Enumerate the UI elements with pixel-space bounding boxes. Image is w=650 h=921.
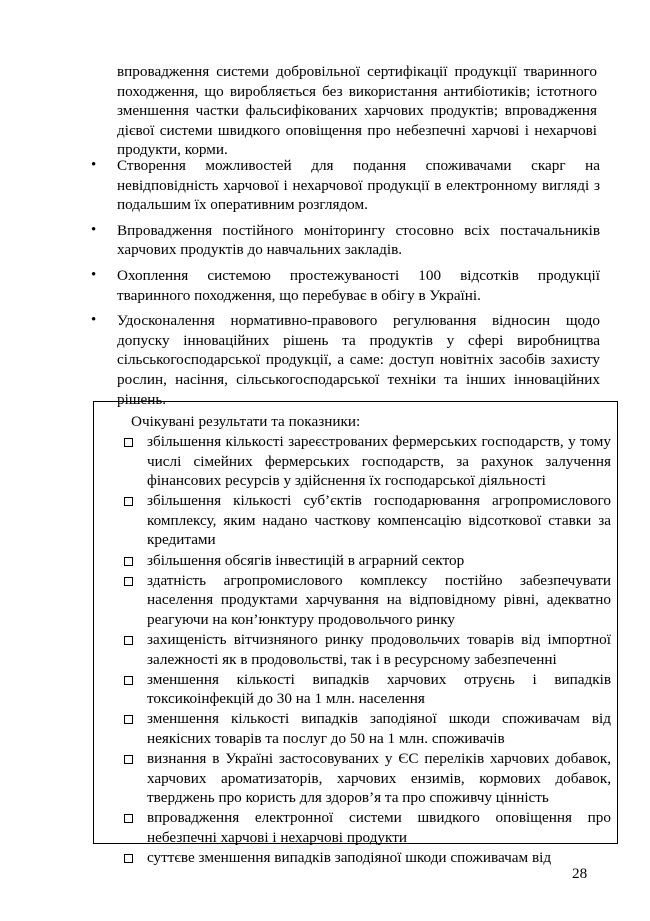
results-item-text: зменшення кількості випадків харчових отруєнь і випадків токсикоінфекцій до 30 на 1 млн. населення (147, 670, 611, 708)
bullet-item (88, 311, 600, 409)
results-item-text: зменшення кількості випадків заподіяної шкоди споживачам від неякісних товарів та послуг до 50 на 1 млн. споживачів (147, 710, 611, 747)
bullet-list (88, 156, 600, 415)
bullet-item (88, 266, 600, 305)
page-number: 28 (572, 865, 588, 882)
checkbox-square-icon (124, 854, 133, 863)
checkbox-square-icon (124, 814, 133, 823)
results-item (124, 491, 611, 550)
bullet-dot-icon: • (91, 312, 97, 329)
results-item (124, 709, 611, 748)
results-list (124, 432, 611, 868)
bullet-item (88, 221, 600, 260)
results-item (124, 749, 611, 808)
bullet-item (88, 156, 600, 215)
results-item (124, 432, 611, 491)
bullet-text: Створення можливостей для подання споживачами скарг на невідповідність харчової і нехарчової продукції в електронному вигляді з подальшим їх оперативним розглядом. (117, 157, 600, 214)
continuation-paragraph: впровадження системи добровільної сертифікації продукції тваринного походження, що виробляється без використання антибіотиків; істотного зменшення частки фальсифікованих харчових продуктів; впровадження дієвої системи швидкого оповіщення про небезпечні харчові і нехарчові продукти, корми. (117, 63, 597, 159)
results-item (124, 551, 611, 571)
checkbox-square-icon (124, 438, 133, 447)
checkbox-square-icon (124, 557, 133, 566)
results-item (124, 670, 611, 709)
results-item-text: збільшення обсягів інвестицій в аграрний сектор (147, 551, 465, 569)
results-item-text: захищеність вітчизняного ринку продовольчих товарів від імпортної залежності як в продовольстві, так і в ресурсному забезпеченні (147, 630, 611, 668)
results-item-text: визнання в Україні застосовуваних у ЄС переліків харчових добавок, харчових ароматизаторів, харчових ензимів, кормових добавок, тверджень про користь для здоров’я та про споживчу цінність (147, 750, 611, 807)
checkbox-square-icon (124, 715, 133, 724)
results-item-text: суттєве зменшення випадків заподіяної шкоди споживачам від (147, 848, 552, 866)
results-box (93, 401, 618, 866)
results-item (124, 848, 611, 868)
bullet-dot-icon: • (91, 157, 97, 173)
results-item-text: здатність агропромислового комплексу постійно забезпечувати населення продуктами харчування на відповідному рівні, адекватно реагуючи на кон’юнктуру продовольчого ринку (147, 571, 611, 628)
checkbox-square-icon (124, 577, 133, 586)
results-item (124, 630, 611, 669)
checkbox-square-icon (124, 636, 133, 645)
results-item-text: впровадження електронної системи швидкого оповіщення про небезпечні харчові і нехарчові продукти (147, 809, 611, 846)
results-item (124, 571, 611, 630)
checkbox-square-icon (124, 676, 133, 685)
checkbox-square-icon (124, 755, 133, 764)
checkbox-square-icon (124, 497, 133, 506)
results-item-text: збільшення кількості зареєстрованих фермерських господарств, у тому числі сімейних фермерських господарств, за рахунок залучення фінансових ресурсів у здійснення їх господарської діяльності (147, 433, 611, 490)
results-box-title: Очікувані результати та показники: (131, 413, 361, 430)
bullet-text: Впровадження постійного моніторингу стосовно всіх постачальників харчових продуктів до навчальних закладів. (117, 221, 600, 259)
bullet-dot-icon: • (91, 266, 97, 283)
bullet-dot-icon: • (91, 221, 97, 238)
results-item-text: збільшення кількості суб’єктів господарювання агропромислового комплексу, яким надано часткову компенсацію відсоткової ставки за кредитами (147, 492, 611, 549)
bullet-text: Охоплення системою простежуваності 100 відсотків продукції тваринного походження, що перебуває в обігу в Україні. (117, 266, 600, 304)
results-item (124, 808, 611, 847)
bullet-text: Удосконалення нормативно-правового регулювання відносин щодо допуску інноваційних рішень та продуктів у сфері виробництва сільськогосподарської продукції, а саме: доступ новітніх засобів захисту рослин, насіння, сільськогосподарської техніки та інших інноваційних рішень. (117, 312, 600, 408)
